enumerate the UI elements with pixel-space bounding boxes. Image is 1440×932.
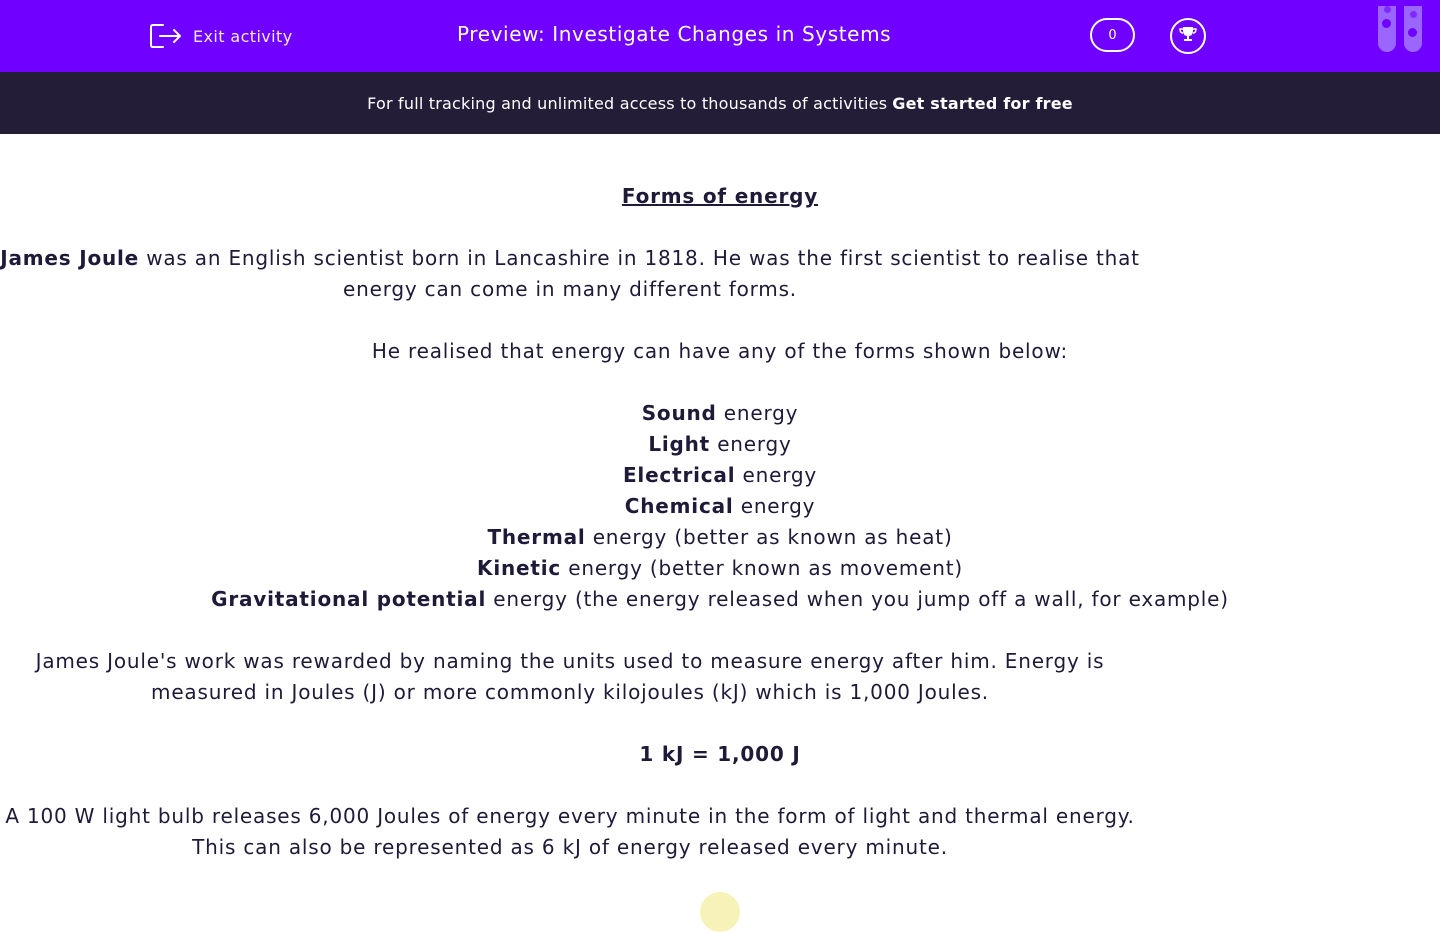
- list-item: [0, 429, 1440, 460]
- form-description: energy: [710, 432, 792, 456]
- list-item: [0, 491, 1440, 522]
- paragraph-light-bulb: A 100 W light bulb releases 6,000 Joules of energy every minute in the form of light and thermal energy. This can also be represented as 6 kJ of energy released every minute.: [5, 804, 1135, 859]
- equation-text: 1 kJ = 1,000 J: [639, 742, 801, 766]
- form-description: energy (better as known as heat): [585, 525, 953, 549]
- form-description: energy: [716, 401, 799, 425]
- signup-banner: [0, 72, 1440, 134]
- section-heading: Forms of energy: [621, 184, 819, 208]
- form-name: Gravitational potential: [211, 587, 487, 611]
- exit-activity-button[interactable]: [149, 20, 293, 52]
- list-item: [0, 398, 1440, 429]
- form-name: Chemical: [624, 494, 734, 518]
- form-description: energy: [735, 463, 818, 487]
- paragraph-forms-intro: He realised that energy can have any of the forms shown below:: [371, 339, 1069, 363]
- form-name: Sound: [641, 401, 717, 425]
- form-description: energy: [733, 494, 816, 518]
- exit-activity-label: Exit activity: [193, 26, 293, 46]
- form-name: Light: [648, 432, 711, 456]
- form-description: energy (the energy released when you jump off a wall, for example): [486, 587, 1229, 611]
- trophy-icon: [1178, 24, 1198, 48]
- activity-content: [0, 134, 1440, 863]
- form-name: Electrical: [622, 463, 736, 487]
- list-item: [0, 553, 1440, 584]
- equation: [0, 739, 1440, 770]
- paragraph-units: James Joule's work was rewarded by naming the units used to measure energy after him. Energy is measured in Joules (J) or more commonly kilojoules (kJ) which is 1,000 Joules.: [35, 649, 1105, 704]
- list-item: [0, 460, 1440, 491]
- paragraph-intro-text: was an English scientist born in Lancashire in 1818. He was the first scientist to realise that energy can come in many different forms.: [139, 246, 1140, 301]
- paragraph-intro: [0, 243, 1140, 305]
- banner-text: For full tracking and unlimited access to thousands of activities: [367, 93, 888, 113]
- top-bar: [0, 0, 1440, 72]
- get-started-link[interactable]: Get started for free: [892, 93, 1073, 113]
- page-title: Preview: Investigate Changes in Systems: [457, 22, 892, 46]
- form-name: Kinetic: [477, 556, 562, 580]
- score-badge[interactable]: 0: [1090, 18, 1135, 52]
- form-name: Thermal: [487, 525, 586, 549]
- form-description: energy (better known as movement): [561, 556, 963, 580]
- list-item: [0, 522, 1440, 553]
- list-item: [0, 584, 1440, 615]
- paragraph-intro-bold: James Joule: [0, 246, 140, 270]
- trophy-button[interactable]: [1170, 18, 1206, 54]
- exit-icon: [149, 22, 182, 50]
- light-bulb-image: [700, 892, 740, 932]
- energy-forms-list: [0, 398, 1440, 615]
